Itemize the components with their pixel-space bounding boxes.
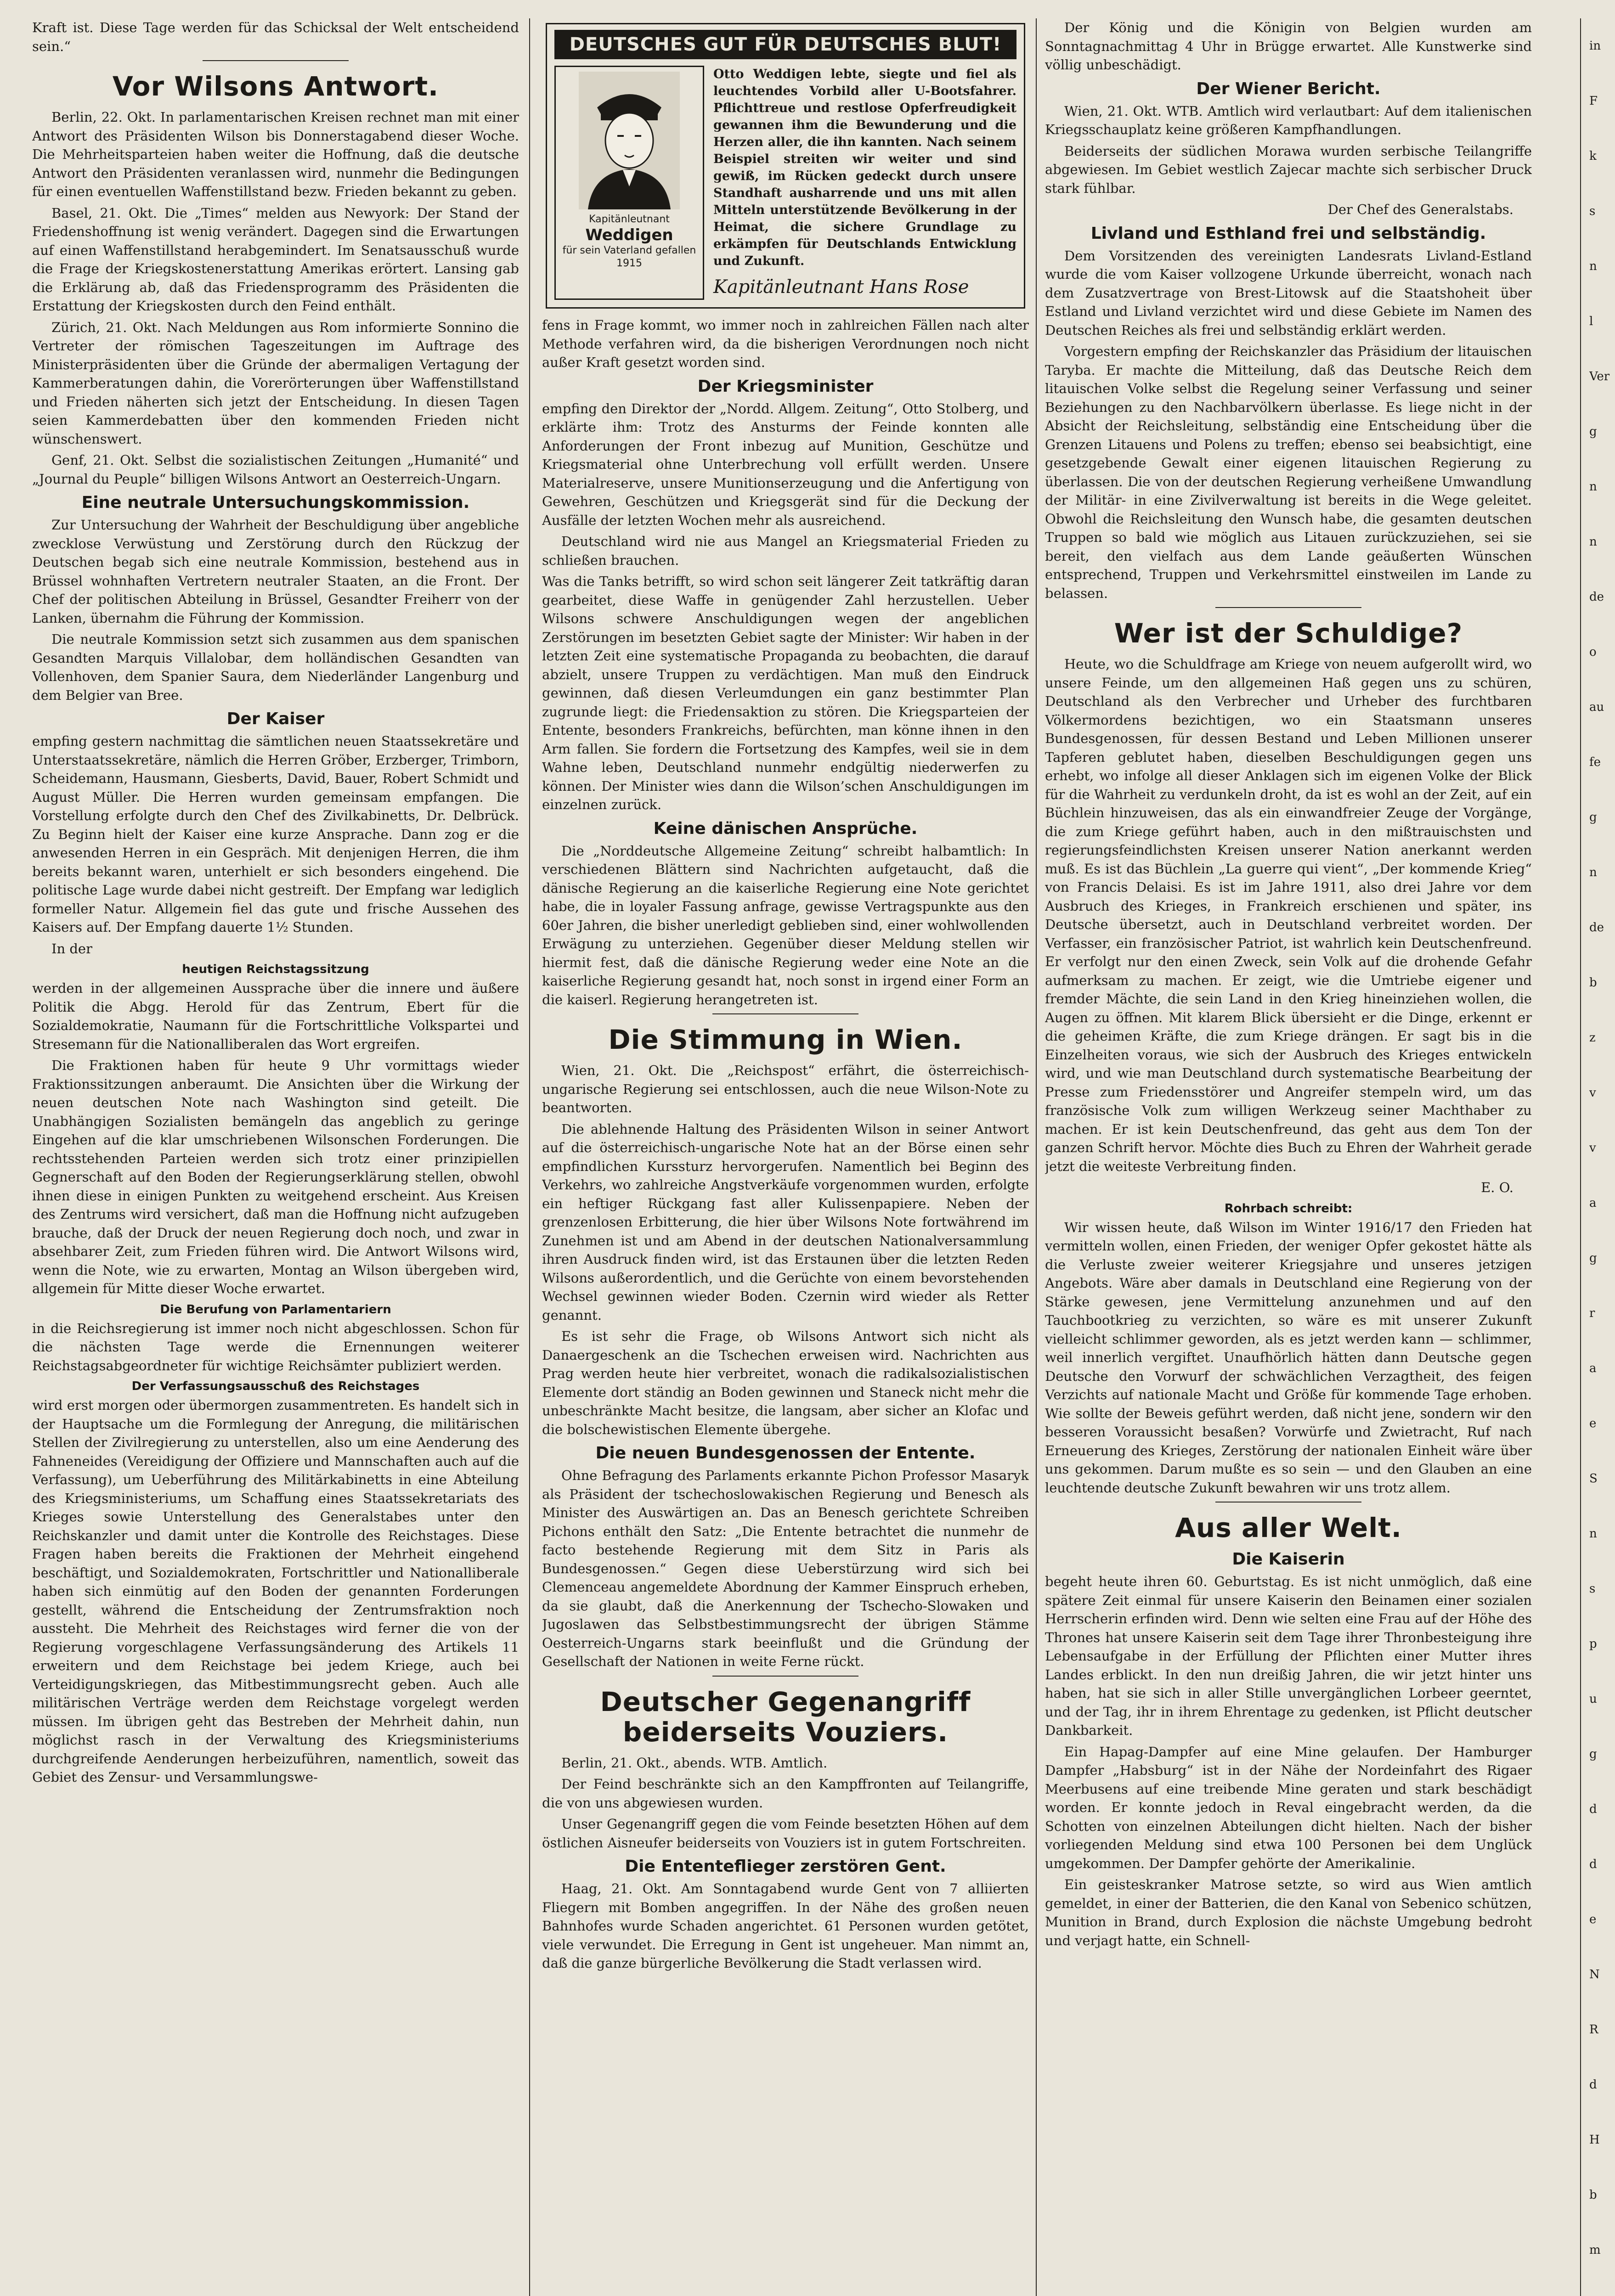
cropped-line-fragment: n xyxy=(1589,480,1597,494)
ad-signature: Kapitänleutnant Hans Rose xyxy=(713,276,969,298)
weddigen-portrait xyxy=(554,66,704,300)
cropped-line-fragment: g xyxy=(1589,425,1597,439)
cropped-line-fragment: s xyxy=(1589,1582,1596,1596)
paragraph: empfing den Direktor der „Nordd. Allgem. Zeitung“, Otto Stolberg, und erklärte ihm: Trotz des Ansturms der Feinde konnten alle Anforderungen der Front inbezug auf Munition, Geschütze und Kriegsmaterial ohne Unterbrechung voll erfüllt werden. Unsere Materialreserve, unsere Munitionserzeugung und die Anfertigung von Gewehren, Geschützen und Kriegsgerät sind für die Deckung der Ausfälle der letzten Wochen mehr als ausreichend. xyxy=(542,400,1029,528)
subheading-wiener-bericht: Der Wiener Bericht. xyxy=(1196,79,1381,98)
paragraph: Deutschland wird nie aus Mangel an Kriegsmaterial Frieden zu schließen brauchen. xyxy=(542,534,1029,568)
cropped-line-fragment: in xyxy=(1589,39,1601,53)
headline-wien: Die Stimmung in Wien. xyxy=(608,1024,963,1055)
cropped-line-fragment: r xyxy=(1589,1306,1595,1320)
cropped-line-fragment: de xyxy=(1589,590,1604,604)
portrait-rank: Kapitänleutnant xyxy=(589,214,670,225)
paragraph: Es ist sehr die Frage, ob Wilsons Antwort sich nicht als Danaergeschenk an die Tschechen erweisen wird. Nachrichten aus Prag werden heute hier verbreitet, wonach die radikalsozialistischen Elemente dort ständig an Boden gewinnen und Staneck nicht mehr die unbeschränkte Macht besitze, die langsam, aber sicher an Klofac und die bolschewistischen Elemente übergehe. xyxy=(542,1328,1029,1437)
paragraph: Zur Untersuchung der Wahrheit der Beschuldigung über angebliche zwecklose Verwüstung und Zerstörung durch den Rückzug der Deutschen begab sich eine neutrale Kommission, bestehend aus in Brüssel wohnhaften Vertretern neutraler Staaten, an die Front. Der Chef der politischen Abteilung in Brüssel, Gesandter Freiherr von der Lanken, übernahm die Führung der Kommission. xyxy=(32,517,519,626)
subheading-daenisch: Keine dänischen Ansprüche. xyxy=(653,819,918,838)
column-3 xyxy=(1045,18,1532,2296)
subheading-reichstagssitzung: heutigen Reichstagssitzung xyxy=(182,962,369,976)
cropped-line-fragment: v xyxy=(1589,1086,1596,1100)
paragraph: Was die Tanks betrifft, so wird schon seit längerer Zeit tatkräftig daran gearbeitet, diese Waffe in genügender Zahl herzustellen. Ueber Wilsons schwere Anschuldigungen wegen der angeblichen Zerstörungen im besetzten Gebiet sagte der Minister: Wir haben in der letzten Zeit eine systematische Propaganda zu beobachten, die darauf abzielt, unsere Truppen zu verdächtigen. Man muß den Eindruck gewinnen, daß diesen Verleumdungen ein ganz bestimmter Plan zugrunde liegt: die Friedensaktion zu stören. Die Kriegsparteien der Entente, besonders Frankreichs, befürchten, man könne ihnen in den Arm fallen. Sie fordern die Fortsetzung des Kampfes, weil sie in dem Wahne leben, Deutschland nunmehr endgültig niederwerfen zu können. Der Minister wies dann die Wilson’schen Anschuldigungen im einzelnen zurück. xyxy=(542,574,1029,812)
cropped-line-fragment: s xyxy=(1589,204,1596,218)
cropped-line-fragment: n xyxy=(1589,866,1597,879)
paragraph: Die „Norddeutsche Allgemeine Zeitung“ schreibt halbamtlich: In verschiedenen Blättern sind Nachrichten aufgetaucht, daß die dänische Regierung an die kaiserliche Regierung eine Note gerichtet habe, die in loyaler Fassung anfrage, gewisse Vertragspunkte aus den 60er Jahren, die bisher unerledigt geblieben sind, einer wohlwollenden Erwägung zu unterziehen. Gegenüber dieser Meldung stellen wir hiermit fest, daß die dänische Regierung weder eine Note an die kaiserliche Regierung gesandt hat, noch sonst in irgend einer Form an die kaiserl. Regierung herangetreten ist. xyxy=(542,843,1029,1007)
cropped-line-fragment: l xyxy=(1589,315,1593,328)
cropped-line-fragment: de xyxy=(1589,921,1604,934)
paragraph: Heute, wo die Schuldfrage am Kriege von neuem aufgerollt wird, wo unsere Feinde, um den allgemeinen Haß gegen uns zu schüren, Deutschland als den Verbrecher und Urheber des furchtbaren Völkermordens bezichtigen, wo ein Staatsmann unseres Bundesgenossen, für dessen Bestand und Leben Millionen unserer Tapferen geblutet haben, dieselben Beschuldigungen gegen uns erhebt, wo infolge all dieser Anklagen sich im eigenen Volke der Blick für die Wahrheit zu verdunkeln droht, da ist es wohl an der Zeit, auf ein Büchlein hinzuweisen, das als ein einwandfreier Zeuge der Vorgänge, die zum Kriege geführt haben, auch in den mißtrauischsten und regierungsfeindlichsten Kreisen unserer Nation anerkannt werden muß. Es ist das Büchlein „La guerre qui vient“, „Der kommende Krieg“ von Francis Delaisi. Es ist im Jahre 1911, also drei Jahre vor dem Ausbruch des Krieges, in Frankreich erschienen und später, ins Deutsche übersetzt, auch in Deutschland verbreitet worden. Der Verfasser, ein französischer Patriot, ist wahrlich kein Deutschenfreund. Er verfolgt nur den einen Zweck, sein Volk auf die drohende Gefahr aufmerksam zu machen. Er zeigt, wie die Umtriebe eigener und fremder Mächte, die sein Land in den Krieg hineinziehen wollen, die Augen zu öffnen. Mit klarem Blick übersieht er die Dinge, erkennt er die geheimen Kräfte, die zum Kriege drängen. Er sagt bis in die Einzelheiten voraus, wie sich der Ausbruch des Krieges entwickeln wird, und wie man Deutschland durch systematische Bearbeitung der Presse zum Friedensstörer und Angreifer stempeln wird, um das französische Volk zum willigen Werkzeug seiner Machthaber zu machen. Er ist kein Deutschenfreund, das geht aus dem Ton der ganzen Schrift hervor. Möchte dies Buch zu Ehren der Wahrheit gerade jetzt die weiteste Verbreitung finden. xyxy=(1045,656,1532,1174)
cropped-line-fragment: n xyxy=(1589,1527,1597,1541)
cropped-line-fragment: g xyxy=(1589,810,1597,824)
paragraph: Genf, 21. Okt. Selbst die sozialistischen Zeitungen „Humanité“ und „Journal du Peuple“ billigen Wilsons Antwort an Oesterreich-Ungarn. xyxy=(32,452,519,487)
paragraph: werden in der allgemeinen Aussprache über die innere und äußere Politik die Abgg. Herold für das Zentrum, Ebert für die Sozialdemokratie, Naumann für die Fortschrittliche Volkspartei und Stresemann für die Nationalliberalen das Wort ergreifen. xyxy=(32,980,519,1052)
cropped-line-fragment: F xyxy=(1589,94,1598,108)
paragraph: Die Fraktionen haben für heute 9 Uhr vormittags wieder Fraktionssitzungen anberaumt. Die Ansichten über die Wirkung der neuen deutschen Note nach Washington sind geteilt. Die Unabhängigen Sozialisten bemängeln das angeblich zu geringe Eingehen auf die klar umschriebenen Wilsonschen Forderungen. Die rechtsstehenden Parteien werden sich trotz einer prinzipiellen Gegnerschaft auf den Boden der Regierungserklärung stellen, obwohl ihnen diese in einigen Punkten zu weitgehend erscheint. Aus Kreisen des Zentrums wird versichert, daß man die Hoffnung nicht aufzugeben brauche, daß der Druck der neuen Regierung doch noch, und zwar in absehbarer Zeit, zum Frieden führen wird. Die Antwort Wilsons wird, wenn die Note, wie zu erwarten, Montag an Wilson übergeben wird, allgemein für Mitte dieser Woche erwartet. xyxy=(32,1058,519,1296)
cropped-line-fragment: au xyxy=(1589,700,1604,714)
cropped-line-fragment: d xyxy=(1589,1857,1597,1871)
cropped-line-fragment: b xyxy=(1589,2188,1597,2202)
subheading-berufung: Die Berufung von Parlamentariern xyxy=(160,1302,391,1317)
cropped-line-fragment: a xyxy=(1589,1362,1597,1375)
separator xyxy=(712,1013,858,1014)
separator xyxy=(1215,607,1361,608)
cropped-line-fragment: d xyxy=(1589,2078,1597,2092)
paragraph: begeht heute ihren 60. Geburtstag. Es ist nicht unmöglich, daß eine spätere Zeit einmal für unsere Kaiserin den Beinamen einer sozialen Herrscherin erfinden wird. Denn wie selten eine Frau auf der Höhe des Thrones hat unsere Kaiserin seit dem Tage ihrer Thronbesteigung ihre Lebensaufgabe in der Erfüllung der Pflichten einer Mutter ihres Landes erblickt. In den nun dreißig Jahren, die wir jetzt hinter uns haben, hat sie sich in aller Stille unvergänglichen Lorbeer geerntet, und der Tag, ihr in ihrem Ehrentage zu gedenken, ist Pflicht deutscher Dankbarkeit. xyxy=(1045,1574,1532,1738)
cropped-line-fragment: o xyxy=(1589,645,1597,659)
paragraph: Kraft ist. Diese Tage werden für das Schicksal der Welt entscheidend sein.“ xyxy=(32,20,519,54)
column-rule xyxy=(1036,18,1037,2296)
paragraph: Basel, 21. Okt. Die „Times“ melden aus Newyork: Der Stand der Friedenshoffnung ist wenig verändert. Dagegen sind die Erwartungen auf einen Waffenstillstand herabgemindert. Im Senatsausschuß wurde die Frage der Kriegskostenerstattung Amerikas erörtert. Lansing gab die Erklärung ab, daß das Friedensprogramm des Präsidenten die Erstattung der Kriegskosten durch den Feind enthält. xyxy=(32,205,519,314)
cropped-line-fragment: k xyxy=(1589,149,1597,163)
paragraph: Ein geisteskranker Matrose setzte, so wird aus Wien amtlich gemeldet, in einer der Batterien, die den Kanal von Sebenico schützen, Munition in Brand, durch Explosion die nächste Umgebung bedroht und verjagt hatte, ein Schnell- xyxy=(1045,1877,1532,1948)
paragraph: empfing gestern nachmittag die sämtlichen neuen Staatssekretäre und Unterstaatssekretäre, nämlich die Herren Gröber, Erzberger, Trimborn, Scheidemann, Hausmann, Giesberts, David, Bauer, Robert Schmidt und August Müller. Die Herren wurden gemeinsam empfangen. Die Vorstellung erfolgte durch den Chef des Zivilkabinetts, Dr. Delbrück. Zu Beginn hielt der Kaiser eine kurze Ansprache. Dann zog er die anwesenden Herren in ein Gespräch. Mit denjenigen Herren, die ihm bereits bekannt waren, unterhielt er sich besonders eingehend. Die politische Lage wurde dabei nicht gestreift. Der Empfang war lediglich formeller Natur. Allgemein fiel das gute und frische Aussehen des Kaisers auf. Der Empfang dauerte 1½ Stunden. xyxy=(32,733,519,935)
paragraph: fens in Frage kommt, wo immer noch in zahlreichen Fällen nach alter Methode verfahren wird, da die bisherigen Verordnungen noch nicht außer Kraft gesetzt worden sind. xyxy=(542,317,1029,370)
subheading-kaiserin: Die Kaiserin xyxy=(1232,1550,1345,1569)
signature: E. O. xyxy=(1481,1180,1513,1195)
cropped-line-fragment: fe xyxy=(1589,755,1601,769)
column-rule xyxy=(529,18,530,2296)
headline-schuldige: Wer ist der Schuldige? xyxy=(1114,618,1463,649)
officer-portrait-icon xyxy=(579,72,680,209)
cropped-line-fragment: n xyxy=(1589,535,1597,549)
portrait-year: 1915 xyxy=(616,258,642,269)
subheading-verfassungsausschuss: Der Verfassungsausschuß des Reichstages xyxy=(131,1379,420,1393)
cropped-line-fragment: b xyxy=(1589,976,1597,990)
ad-text: Otto Weddigen lebte, siegte und fiel als leuchtendes Vorbild aller U-Bootsfahrer. Pflichttreue und restlose Opferfreudigkeit gewannen ihm die Bewunderung und die Herzen aller, die ihn kannten. Nach seinem Beispiel streiten wir weiter und sind gewiß, im Rücken gedeckt durch unsere Standhaft ausharrende und uns mit allen Mitteln unterstützende Bevölkerung in der Heimat, die sichere Grundlage zu erkämpfen für Deutschlands Entwicklung und Zukunft. xyxy=(713,67,1016,268)
subheading-kommission: Eine neutrale Untersuchungskommission. xyxy=(81,493,470,512)
paragraph: Vorgestern empfing der Reichskanzler das Präsidium der litauischen Taryba. Er machte die Mitteilung, daß das Deutsche Reich dem litauischen Volke selbst die Regelung seiner Verfassung und seiner Beziehungen zu den Nachbarvölkern überlasse. Es liege nicht in der Absicht der Reichsleitung, selbständig eine Entscheidung über die Grenzen Litauens und Polens zu treffen; ebenso sei beabsichtigt, eine gesetzgebende Gewalt einer eigenen litauischen Regierung zu überlassen. Die von der deutschen Regierung verheißene Umwandlung der Militär- in eine Zivilverwaltung ist bereits in die Wege geleitet. Obwohl die Reichsleitung den Wunsch habe, die gesamten deutschen Truppen so bald wie möglich aus Litauen zurückzuziehen, sei sie bereit, den vielfach aus dem Lande geäußerten Wünschen entsprechend, Truppen und Verkehrsmittel einstweilen im Lande zu belassen. xyxy=(1045,343,1532,601)
headline-wilson: Vor Wilsons Antwort. xyxy=(112,71,439,102)
cropped-line-fragment: R xyxy=(1589,2023,1598,2037)
separator xyxy=(203,60,349,61)
cropped-line-fragment: p xyxy=(1589,1637,1597,1651)
cropped-line-fragment: S xyxy=(1589,1472,1598,1486)
cropped-line-fragment: v xyxy=(1589,1141,1596,1155)
headline-aus-aller-welt: Aus aller Welt. xyxy=(1175,1512,1402,1543)
subheading-gent: Die Ententeflieger zerstören Gent. xyxy=(625,1857,946,1876)
cropped-line-fragment xyxy=(1589,2278,1615,2296)
cropped-line-fragment: z xyxy=(1589,1031,1596,1045)
portrait-caption: für sein Vaterland gefallen xyxy=(562,245,696,256)
paragraph: Unser Gegenangriff gegen die vom Feinde besetzten Höhen auf dem östlichen Aisneufer beiderseits von Vouziers ist in gutem Fortschreiten. xyxy=(542,1816,1029,1851)
column-2 xyxy=(542,18,1029,2296)
subheading-bundesgenossen: Die neuen Bundesgenossen der Entente. xyxy=(595,1444,976,1463)
signature: Der Chef des Generalstabs. xyxy=(1327,202,1513,217)
headline-gegenangriff: Deutscher Gegenangriff beiderseits Vouziers. xyxy=(600,1686,971,1748)
cropped-line-fragment: d xyxy=(1589,1802,1597,1816)
paragraph: Zürich, 21. Okt. Nach Meldungen aus Rom informierte Sonnino die Vertreter der römischen Tageszeitungen im Auftrage des Ministerpräsidenten über die Gründe der abermaligen Vertagung der Kammerberatungen dahin, die Vorerörterungen über Waffenstillstand und Frieden näherten sich jetzt der Entscheidung. In diesen Tagen seien Kammerdebatten über den kommenden Frieden nicht wünschenswert. xyxy=(32,319,519,447)
subheading-kriegsminister: Der Kriegsminister xyxy=(697,377,874,396)
paragraph: Ohne Befragung des Parlaments erkannte Pichon Professor Masaryk als Präsident der tschechoslowakischen Regierung und Benesch als Minister des Auswärtigen an. Das an Benesch gerichtete Schreiben Pichons enthält den Satz: „Die Entente betrachtet die nunmehr de facto bestehende Regierung mit dem Sitz in Paris als Bundesgenossen.“ Gegen diese Ueberstürzung wird sich bei Clemenceau angemeldete Abordnung der Kammer Einspruch erheben, da sie glaubt, daß die Anerkennung der Tschecho-Slowaken und Jugoslawen das Selbstbestimmungsrecht der übrigen Stämme Oesterreich-Ungarns stark beeinflußt und die Gründung der Gesellschaft der Nationen in weite Ferne rückt. xyxy=(542,1468,1029,1669)
paragraph: Die ablehnende Haltung des Präsidenten Wilson in seiner Antwort auf die österreichisch-ungarische Note hat an der Börse einen sehr empfindlichen Kurssturz hervorgerufen. Namentlich bei Beginn des Verkehrs, wo zahlreiche Angstverkäufe vorgenommen wurden, erfolgte ein heftiger Rückgang fast aller Kulissenpapiere. Neben der grenzenlosen Erbitterung, die hier über Wilsons Note fortwährend im Zunehmen ist und am Abend in der deutschen Nationalversammlung ihren Ausdruck finden wird, ist das Erstaunen über die letzten Reden Wilsons außerordentlich, und die Gerüchte von einem bevorstehenden Wechsel gewinnen wieder Boden. Czernin wird wieder als Retter genannt. xyxy=(542,1121,1029,1323)
separator xyxy=(712,1676,858,1677)
weddigen-advertisement xyxy=(546,23,1025,309)
paragraph: Der Feind beschränkte sich an den Kampffronten auf Teilangriffe, die von uns abgewiesen wurden. xyxy=(542,1776,1029,1811)
separator xyxy=(1215,1502,1361,1503)
paragraph: Wien, 21. Okt. WTB. Amtlich wird verlautbart: Auf dem italienischen Kriegsschauplatz keine größeren Kampfhandlungen. xyxy=(1045,103,1532,137)
subheading-livland: Livland und Esthland frei und selbständig. xyxy=(1090,224,1486,243)
paragraph: In der xyxy=(51,940,92,957)
portrait-name: Weddigen xyxy=(585,226,673,244)
cropped-line-fragment: a xyxy=(1589,1196,1597,1210)
paragraph: Wir wissen heute, daß Wilson im Winter 1916/17 den Frieden hat vermitteln wollen, einen Frieden, der weniger Opfer gekostet hätte als die Verluste zweier weiterer Kriegsjahre und unseres jetzigen Angebots. Wäre aber damals in Deutschland eine Regierung von der Stärke gewesen, jene Vermittelung anzunehmen und auf den Tauchbootkrieg zu verzichten, so wäre es mit unserer Zukunft vielleicht schlimmer geworden, als es jetzt werden kann — schlimmer, weil innerlich vergiftet. Unaufhörlich hätten dann Deutsche gegen Deutsche den Vorwurf der schwächlichen Verzagtheit, des feigen Verzichts auf nationale Macht und Größe für kommende Tage erhoben. Wie sollte der Beweis geführt werden, daß nicht jene, sondern wir den besseren Voraussicht besaßen? Vorwürfe und Zwietracht, Ruf nach Erneuerung des Krieges, Zerstörung der nationalen Einheit wäre über uns gekommen. Darum mußte es so sein — und den Glauben an eine leuchtende deutsche Zukunft bewahren wir uns trotz allem. xyxy=(1045,1219,1532,1496)
cropped-line-fragment: e xyxy=(1589,1913,1597,1926)
cropped-line-fragment: N xyxy=(1589,1968,1600,1981)
paragraph: Berlin, 22. Okt. In parlamentarischen Kreisen rechnet man mit einer Antwort des Präsidenten Wilson bis Donnerstagabend dieser Woche. Die Mehrheitsparteien haben weiter die Hoffnung, daß die deutsche Antwort den Präsidenten veranlassen wird, nunmehr die Bedingungen für einen eventuellen Waffenstillstand bezw. Frieden bekannt zu geben. xyxy=(32,109,519,199)
cropped-line-fragment: Ver xyxy=(1589,370,1610,383)
column-rule xyxy=(1580,18,1581,2296)
subheading-kaiser: Der Kaiser xyxy=(226,709,325,728)
cropped-line-fragment: H xyxy=(1589,2133,1600,2147)
cropped-line-fragment: g xyxy=(1589,1251,1597,1265)
paragraph: Die neutrale Kommission setzt sich zusammen aus dem spanischen Gesandten Marquis Villalobar, dem holländischen Gesandten van Vollenhoven, dem Spanier Saura, dem Niederländer Langenburg und dem Belgier van Bree. xyxy=(32,631,519,703)
cropped-line-fragment: m xyxy=(1589,2243,1601,2257)
cropped-line-fragment: n xyxy=(1589,259,1597,273)
ad-banner: DEUTSCHES GUT FÜR DEUTSCHES BLUT! xyxy=(554,30,1016,59)
subheading-rohrbach: Rohrbach schreibt: xyxy=(1224,1201,1353,1216)
paragraph: Dem Vorsitzenden des vereinigten Landesrats Livland-Estland wurde die vom Kaiser vollzogene Urkunde überreicht, wonach nach dem Zusatzvertrage von Brest-Litowsk auf die Staatshoheit über Estland und Livland verzichtet wird und diese Gebiete im Namen des Deutschen Reiches als frei und selbständig erklärt werden. xyxy=(1045,248,1532,338)
column-4-cropped xyxy=(1589,18,1615,2296)
cropped-line-fragment: e xyxy=(1589,1417,1597,1430)
paragraph: wird erst morgen oder übermorgen zusammentreten. Es handelt sich in der Hauptsache um die Formlegung der Anregung, die militärischen Stellen der Zivilregierung zu unterstellen, also um eine Aenderung des Fahneneides (Vereidigung der Offiziere und Mannschaften auch auf die Verfassung), um Ueberführung des Militärkabinetts in eine Abteilung des Kriegsministeriums, um Schaffung eines Staatssekretariats des Krieges sowie Unterstellung des Generalstabes unter den Reichskanzler und damit unter die Kontrolle des Reichstages. Diese Fragen haben bereits die Fraktionen der Mehrheit eingehend beschäftigt, und Sozialdemokraten, Fortschrittler und Nationalliberale haben sich einmütig auf den Boden der genannten Forderungen gestellt, während die Entscheidung der Zentrumsfraktion noch aussteht. Die Mehrheit des Reichstages wird ferner die von der Regierung vorgeschlagene Verfassungsänderung des Artikels 11 erweitern und dem Reichstage bei jedem Kriege, auch bei Verteidigungskriegen, das Mitbestimmungsrecht geben. Auch alle militärischen Verträge werden dem Reichstage vorgelegt werden müssen. Im übrigen geht das Bestreben der Mehrheit dahin, nun möglichst rasch in der Verwaltung des Kriegsministeriums durchgreifende Aenderungen herbeizuführen, namentlich, soweit das Gebiet des Zensur- und Versammlungswe- xyxy=(32,1397,519,1785)
paragraph: Wien, 21. Okt. Die „Reichspost“ erfährt, die österreichisch-ungarische Regierung sei entschlossen, auch die neue Wilson-Note zu beantworten. xyxy=(542,1063,1029,1115)
paragraph: Ein Hapag-Dampfer auf eine Mine gelaufen. Der Hamburger Dampfer „Habsburg“ ist in der Nähe der Nordeinfahrt des Rigaer Meerbusens auf eine treibende Mine geraten und stark beschädigt worden. Er konnte jedoch in Reval eingebracht werden, da die Schotten von einzelnen Abteilungen dicht hielten. Nach der bisher vorliegenden Meldung sind etwa 100 Personen bei dem Unglück umgekommen. Der Dampfer gehörte der Amerikalinie. xyxy=(1045,1744,1532,1871)
cropped-line-fragment: g xyxy=(1589,1747,1597,1761)
paragraph: Beiderseits der südlichen Morawa wurden serbische Teilangriffe abgewiesen. Im Gebiet westlich Zajecar machte sich serbischer Druck stark fühlbar. xyxy=(1045,143,1532,196)
paragraph: in die Reichsregierung ist immer noch nicht abgeschlossen. Schon für die nächsten Tage werde die Ernennungen weiterer Reichstagsabgeordneter für wichtige Reichsämter publiziert werden. xyxy=(32,1320,519,1373)
cropped-line-fragment: u xyxy=(1589,1692,1597,1706)
column-1 xyxy=(32,18,519,2296)
paragraph: Berlin, 21. Okt., abends. WTB. Amtlich. xyxy=(561,1755,828,1771)
paragraph: Haag, 21. Okt. Am Sonntagabend wurde Gent von 7 alliierten Fliegern mit Bomben angegriffen. In der Nähe des großen neuen Bahnhofes wurde Schaden angerichtet. 61 Personen wurden getötet, viele verwundet. Die Erregung in Gent ist ungeheuer. Man nimmt an, daß die ganze bürgerliche Bevölkerung die Stadt verlassen wird. xyxy=(542,1881,1029,1971)
paragraph: Der König und die Königin von Belgien wurden am Sonntagnachmittag 4 Uhr in Brügge erwartet. Alle Kunstwerke sind völlig unbeschädigt. xyxy=(1045,20,1532,73)
